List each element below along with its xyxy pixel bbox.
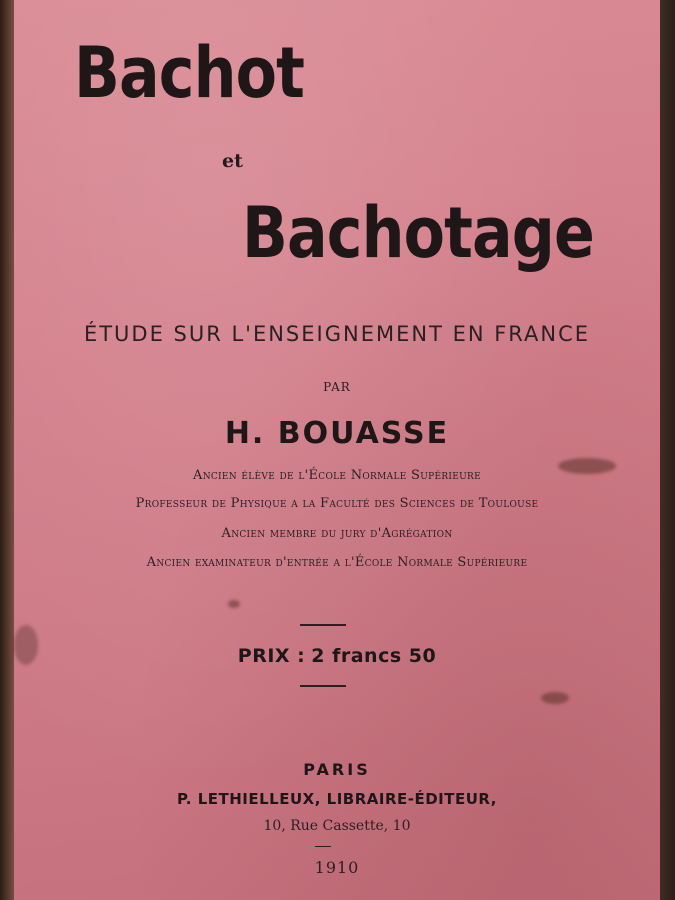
- divider-rule: [300, 624, 346, 626]
- publisher-name: P. LETHIELLEUX, LIBRAIRE-ÉDITEUR,: [177, 790, 497, 808]
- stain-mark: [228, 600, 240, 608]
- publisher-address: 10, Rue Cassette, 10: [263, 818, 411, 834]
- publication-city: PARIS: [303, 760, 371, 779]
- title-line-1: Bachot: [74, 32, 305, 114]
- price-label: PRIX :: [237, 645, 306, 667]
- price-value: 2 francs 50: [311, 645, 437, 667]
- credential-line: Professeur de Physique a la Faculté des Sciences de Toulouse: [135, 496, 539, 511]
- book-spine-edge: [0, 0, 14, 900]
- title-page: [14, 0, 660, 900]
- credential-line: Ancien examinateur d'entrée a l'École Normale Supérieure: [146, 555, 528, 570]
- publication-year: 1910: [314, 858, 360, 877]
- divider-rule: [300, 685, 346, 687]
- credential-line: Ancien membre du jury d'Agrégation: [221, 526, 453, 541]
- author-name: H. BOUASSE: [224, 416, 450, 451]
- title-line-2: Bachotage: [242, 192, 594, 274]
- subtitle: ÉTUDE SUR L'ENSEIGNEMENT EN FRANCE: [83, 322, 591, 346]
- by-label: PAR: [323, 380, 351, 394]
- title-conjunction: et: [222, 150, 243, 172]
- credential-line: Ancien élève de l'École Normale Supérieure: [193, 468, 481, 483]
- divider-rule: [315, 846, 331, 847]
- price: [14, 645, 660, 667]
- book-right-edge: [660, 0, 675, 900]
- stain-mark: [541, 692, 569, 704]
